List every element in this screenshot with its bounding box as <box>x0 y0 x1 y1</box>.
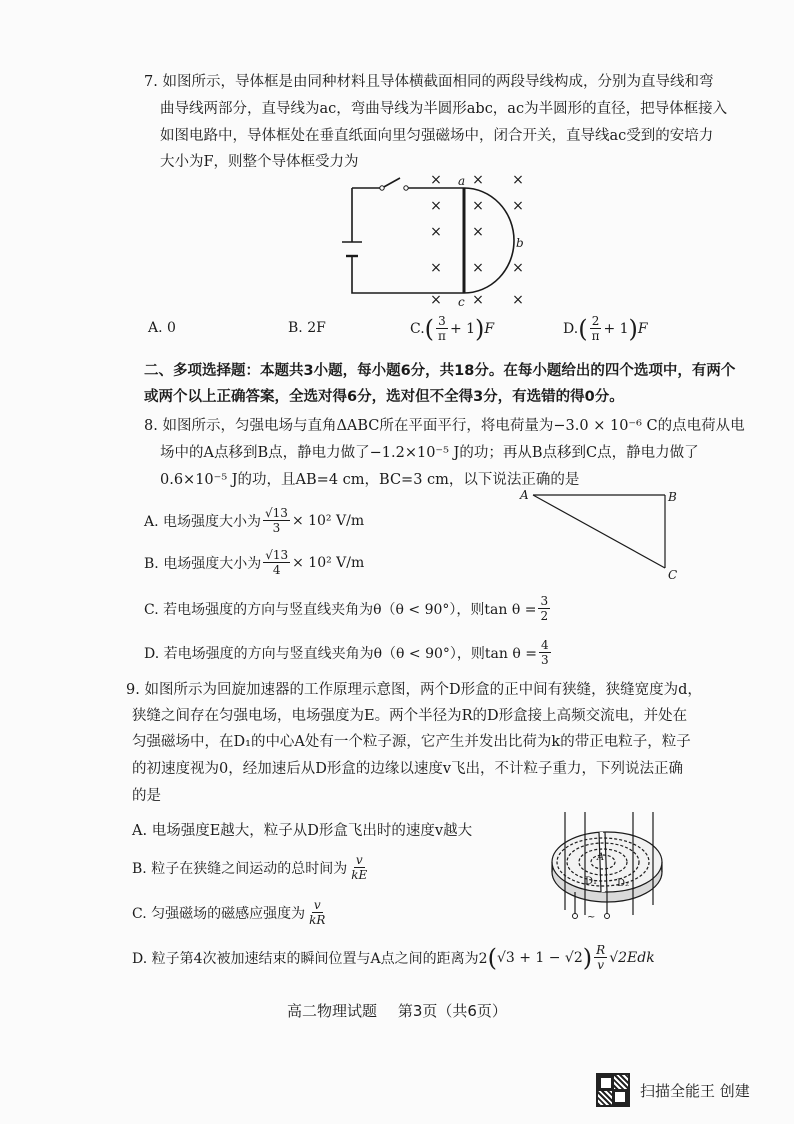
q8-option-b[interactable] <box>144 548 364 577</box>
field-x-mark: × <box>472 172 484 188</box>
q7-option-c[interactable] <box>410 314 494 343</box>
q9-option-d-fraction <box>594 943 607 972</box>
paren-close: ) <box>475 314 485 343</box>
circuit-wire-bottom <box>352 256 464 293</box>
ac-source-symbol: ~ <box>587 912 596 923</box>
q7-option-d[interactable] <box>563 314 648 343</box>
q9-option-b[interactable] <box>132 853 371 882</box>
q8-option-c-fraction <box>538 594 550 623</box>
section2-line-2: 或两个以上正确答案，全选对得6分，选对但不全得3分，有选错的得0分。 <box>144 389 624 405</box>
fraction-numerator: 4 <box>540 638 549 652</box>
ac-terminal-left <box>573 914 578 919</box>
fraction-denominator: 4 <box>272 563 281 577</box>
field-x-mark: × <box>512 260 524 276</box>
q9-line-4: 的初速度视为0，经加速后从D形盒的边缘以速度v飞出，不计粒子重力，下列说法正确 <box>132 761 684 777</box>
q7-circuit-figure <box>330 170 540 310</box>
footer-subject: 高二物理试题 <box>287 1002 378 1020</box>
field-x-mark: × <box>472 224 484 240</box>
field-x-mark: × <box>472 198 484 214</box>
scanner-watermark <box>596 1073 750 1107</box>
d1-label: D₁ <box>585 876 598 887</box>
field-x-mark: × <box>512 172 524 188</box>
q8-option-a-fraction <box>263 506 290 535</box>
q8-option-b-suffix: × 10² V/m <box>292 554 365 571</box>
q7-line-2: 曲导线两部分，直导线为ac，弯曲导线为半圆形abc，ac为半圆形的直径，把导体框接入 <box>160 101 728 117</box>
q9-option-c-fraction <box>307 898 327 927</box>
q8-line-3: 0.6×10⁻⁵ J的功，且AB=4 cm，BC=3 cm，以下说法正确的是 <box>160 472 580 488</box>
point-label-b: b <box>516 236 524 250</box>
paren-open: ( <box>578 314 588 343</box>
q9-cyclotron-figure <box>545 810 675 930</box>
fraction-numerator: 3 <box>438 314 446 328</box>
q9-line-1: 9. 如图所示为回旋加速器的工作原理示意图，两个D形盒的正中间有狭缝，狭缝宽度为d， <box>126 682 702 698</box>
qr-code-icon <box>596 1073 630 1107</box>
q9-option-c[interactable] <box>132 898 329 927</box>
fraction-numerator: v <box>355 853 363 867</box>
page-footer <box>0 1000 794 1021</box>
q7-option-c-prefix: C. <box>410 320 425 337</box>
switch-blade <box>382 178 400 188</box>
fraction-numerator: R <box>596 943 606 957</box>
q7-option-c-tail: + 1 <box>449 320 476 337</box>
fraction-denominator: π <box>438 329 446 343</box>
q8-option-b-prefix: B. 电场强度大小为 <box>144 555 262 572</box>
scanner-label: 扫描全能王 创建 <box>640 1081 750 1100</box>
q7-line-3: 如图电路中，导体框处在垂直纸面向里匀强磁场中，闭合开关，直导线ac受到的安培力 <box>160 128 714 144</box>
q8-option-c-prefix: C. 若电场强度的方向与竖直线夹角为θ（θ < 90°），则tan θ = <box>144 601 537 618</box>
paren-close: ) <box>628 314 638 343</box>
q9-option-a[interactable]: A. 电场强度E越大，粒子从D形盒飞出时的速度v越大 <box>132 823 473 839</box>
source-label-a: A <box>597 852 605 863</box>
q8-triangle-figure <box>515 483 685 583</box>
q7-option-b[interactable]: B. 2F <box>288 320 326 336</box>
fraction-denominator: kE <box>351 868 368 882</box>
q9-option-b-fraction <box>349 853 369 882</box>
q8-line-2: 场中的A点移到B点，静电力做了−1.2×10⁻⁵ J的功；再从B点移到C点，静电力做了 <box>160 445 699 461</box>
q9-line-3: 匀强磁场中，在D₁的中心A处有一个粒子源，它产生并发出比荷为k的带正电粒子，粒子 <box>132 734 691 750</box>
paren-close: ) <box>582 943 593 972</box>
d2-label: D₂ <box>617 878 630 889</box>
paren-open: ( <box>424 314 435 343</box>
field-x-mark: × <box>430 198 442 214</box>
q9-line-2: 狭缝之间存在匀强电场，电场强度为E。两个半径为R的D形盒接上高频交流电，并处在 <box>132 708 688 724</box>
point-label-c: c <box>458 295 465 309</box>
vertex-label-c: C <box>668 568 678 582</box>
footer-page-number: 第3页（共6页） <box>397 1002 507 1020</box>
field-x-mark: × <box>512 198 524 214</box>
field-x-mark: × <box>512 292 524 308</box>
fraction-numerator: 3 <box>540 594 549 608</box>
q7-option-d-suffix: F <box>637 320 648 337</box>
q8-option-d-fraction <box>539 638 551 667</box>
q8-option-c[interactable] <box>144 594 552 623</box>
fraction-numerator: v <box>313 898 321 912</box>
q7-option-a[interactable]: A. 0 <box>148 320 176 336</box>
fraction-numerator: √13 <box>265 506 288 520</box>
q7-option-d-prefix: D. <box>563 320 579 337</box>
field-x-mark: × <box>430 260 442 276</box>
fraction-denominator: kR <box>309 913 326 927</box>
vertex-label-b: B <box>668 490 677 504</box>
section2-line-1: 二、多项选择题：本题共3小题，每小题6分，共18分。在每小题给出的四个选项中，有两个 <box>144 363 736 379</box>
q7-option-c-fraction <box>436 314 448 343</box>
q9-option-b-prefix: B. 粒子在狭缝之间运动的总时间为 <box>132 860 348 877</box>
q7-line-4: 大小为F，则整个导体框受力为 <box>160 154 359 170</box>
q8-option-d[interactable] <box>144 638 553 667</box>
field-x-mark: × <box>472 292 484 308</box>
q7-option-d-fraction <box>590 314 602 343</box>
field-x-mark: × <box>430 292 442 308</box>
q8-option-d-prefix: D. 若电场强度的方向与竖直线夹角为θ（θ < 90°），则tan θ = <box>144 645 537 662</box>
point-label-a: a <box>458 174 466 188</box>
q9-line-5: 的是 <box>132 788 161 804</box>
q8-line-1: 8. 如图所示，匀强电场与直角ΔABC所在平面平行，将电荷量为−3.0 × 10⁻⁶ C的点电荷从电 <box>144 418 745 434</box>
field-x-mark: × <box>430 224 442 240</box>
ac-terminal-right <box>605 914 610 919</box>
fraction-denominator: v <box>597 958 605 972</box>
field-x-mark: × <box>472 260 484 276</box>
q9-option-d-prefix: D. 粒子第4次被加速结束的瞬间位置与A点之间的距离为2 <box>132 950 488 967</box>
paren-open: ( <box>487 943 497 972</box>
field-x-mark: × <box>430 172 442 188</box>
q9-option-d[interactable] <box>132 943 655 972</box>
q8-option-a-suffix: × 10² V/m <box>291 512 365 529</box>
fraction-denominator: 3 <box>272 521 281 535</box>
q7-option-d-tail: + 1 <box>603 320 629 337</box>
fraction-denominator: 2 <box>540 609 549 623</box>
q9-option-d-suffix: √2Edk <box>609 949 655 966</box>
fraction-numerator: √13 <box>265 548 289 562</box>
q8-option-b-fraction <box>263 548 290 577</box>
side-ac <box>533 495 665 568</box>
q7-line-1: 7. 如图所示，导体框是由同种材料且导体横截面相同的两段导线构成，分别为直导线和弯 <box>144 74 714 90</box>
vertex-label-a: A <box>520 488 529 502</box>
fraction-numerator: 2 <box>591 314 600 328</box>
q8-option-a[interactable] <box>144 506 364 535</box>
switch-terminal-left <box>380 186 384 190</box>
q8-option-a-prefix: A. 电场强度大小为 <box>144 513 262 530</box>
fraction-denominator: 3 <box>540 653 549 667</box>
fraction-denominator: π <box>591 329 600 343</box>
switch-terminal-right <box>404 186 408 190</box>
q9-option-d-mid: √3 + 1 − √2 <box>496 949 583 966</box>
q9-option-c-prefix: C. 匀强磁场的磁感应强度为 <box>132 905 306 922</box>
q7-option-c-suffix: F <box>484 320 495 337</box>
